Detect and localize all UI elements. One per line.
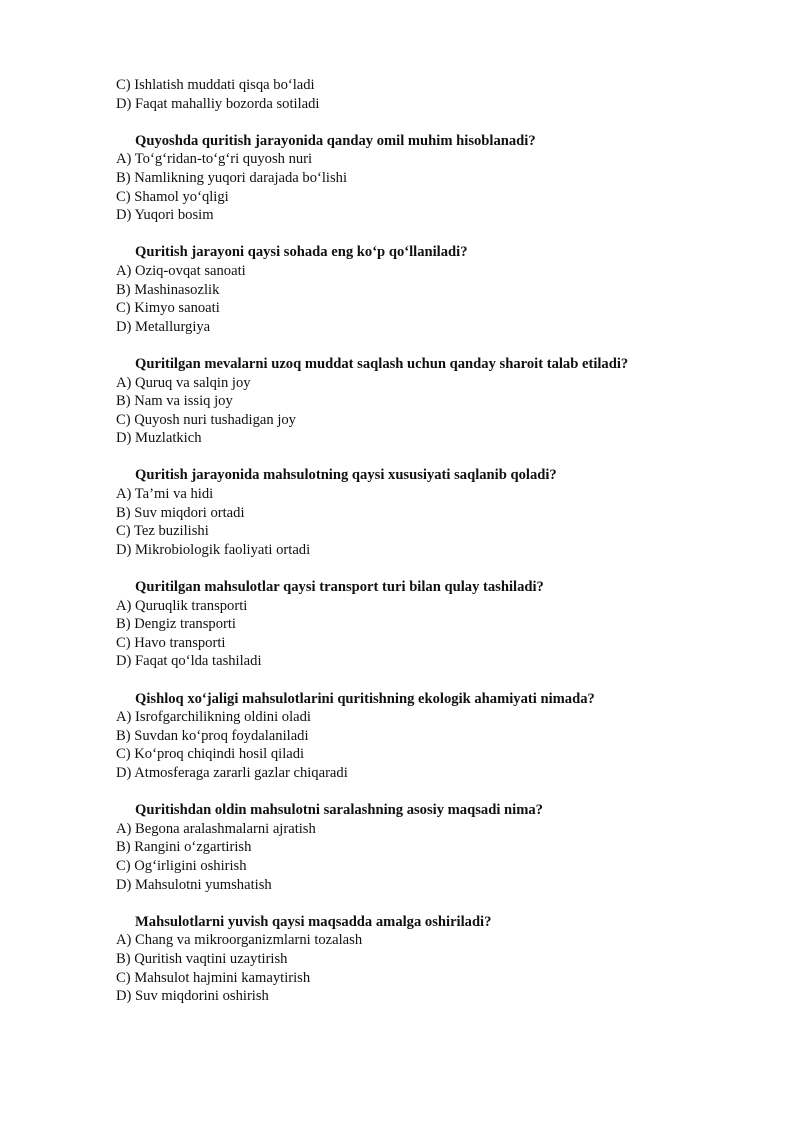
question-text: Quyoshda quritish jarayonida qanday omil muhim hisoblanadi? xyxy=(135,132,536,149)
question-text: Quritilgan mahsulotlar qaysi transport turi bilan qulay tashiladi? xyxy=(135,579,544,596)
option-line: A) Isrofgarchilikning oldini oladi xyxy=(116,709,311,726)
option-line: B) Suv miqdori ortadi xyxy=(116,504,245,521)
option-line: B) Namlikning yuqori darajada bo‘lishi xyxy=(116,169,348,186)
option-line: C) Quyosh nuri tushadigan joy xyxy=(116,411,296,428)
option-line: A) Chang va mikroorganizmlarni tozalash xyxy=(116,932,363,949)
option-line: D) Yuqori bosim xyxy=(116,207,214,224)
option-line: D) Metallurgiya xyxy=(116,318,211,335)
question-text: Quritish jarayonida mahsulotning qaysi xususiyati saqlanib qoladi? xyxy=(135,467,557,484)
question-block xyxy=(116,578,736,671)
option-line: D) Mahsulotni yumshatish xyxy=(116,876,272,893)
option-line: C) Kimyo sanoati xyxy=(116,300,220,317)
option-line: D) Atmosferaga zararli gazlar chiqaradi xyxy=(116,764,348,781)
question-text: Quritishdan oldin mahsulotni saralashning asosiy maqsadi nima? xyxy=(135,802,543,819)
option-line: D) Suv miqdorini oshirish xyxy=(116,988,269,1005)
option-line: B) Nam va issiq joy xyxy=(116,393,233,410)
option-line: A) To‘g‘ridan-to‘g‘ri quyosh nuri xyxy=(116,151,313,168)
option-line: A) Quruqlik transporti xyxy=(116,597,248,614)
option-line: C) Shamol yo‘qligi xyxy=(116,188,229,205)
option-line: C) Ishlatish muddati qisqa bo‘ladi xyxy=(116,77,315,93)
option-line: A) Begona aralashmalarni ajratish xyxy=(116,820,316,837)
option-line: D) Muzlatkich xyxy=(116,430,202,447)
option-line: C) Havo transporti xyxy=(116,634,226,651)
option-line: C) Mahsulot hajmini kamaytirish xyxy=(116,969,311,986)
option-line: A) Ta’mi va hidi xyxy=(116,486,214,503)
question-text: Quritish jarayoni qaysi sohada eng ko‘p qo‘llaniladi? xyxy=(135,244,468,261)
question-block xyxy=(116,913,736,1006)
option-line: A) Quruq va salqin joy xyxy=(116,374,251,391)
option-line: B) Rangini o‘zgartirish xyxy=(116,839,252,856)
option-line: B) Quritish vaqtini uzaytirish xyxy=(116,950,288,967)
question-block xyxy=(116,132,736,225)
document-page xyxy=(116,76,736,1006)
question-text: Qishloq xo‘jaligi mahsulotlarini quritishning ekologik ahamiyati nimada? xyxy=(135,690,595,707)
question-block xyxy=(116,466,736,559)
question-block xyxy=(116,690,736,783)
option-line: C) Ko‘proq chiqindi hosil qiladi xyxy=(116,746,305,763)
question-text: Mahsulotlarni yuvish qaysi maqsadda amalga oshiriladi? xyxy=(135,913,492,930)
question-block xyxy=(116,355,736,448)
question-block xyxy=(116,801,736,894)
option-line: D) Faqat qo‘lda tashiladi xyxy=(116,653,262,670)
option-line: B) Mashinasozlik xyxy=(116,281,220,298)
option-line: C) Og‘irligini oshirish xyxy=(116,857,247,874)
intro-options xyxy=(116,76,736,113)
question-block xyxy=(116,243,736,336)
option-line: B) Suvdan ko‘proq foydalaniladi xyxy=(116,727,309,744)
option-line: B) Dengiz transporti xyxy=(116,616,236,633)
option-line: D) Faqat mahalliy bozorda sotiladi xyxy=(116,95,320,112)
option-line: C) Tez buzilishi xyxy=(116,523,209,540)
option-line: D) Mikrobiologik faoliyati ortadi xyxy=(116,541,311,558)
option-line: A) Oziq-ovqat sanoati xyxy=(116,262,246,279)
question-text: Quritilgan mevalarni uzoq muddat saqlash uchun qanday sharoit talab etiladi? xyxy=(135,355,629,372)
